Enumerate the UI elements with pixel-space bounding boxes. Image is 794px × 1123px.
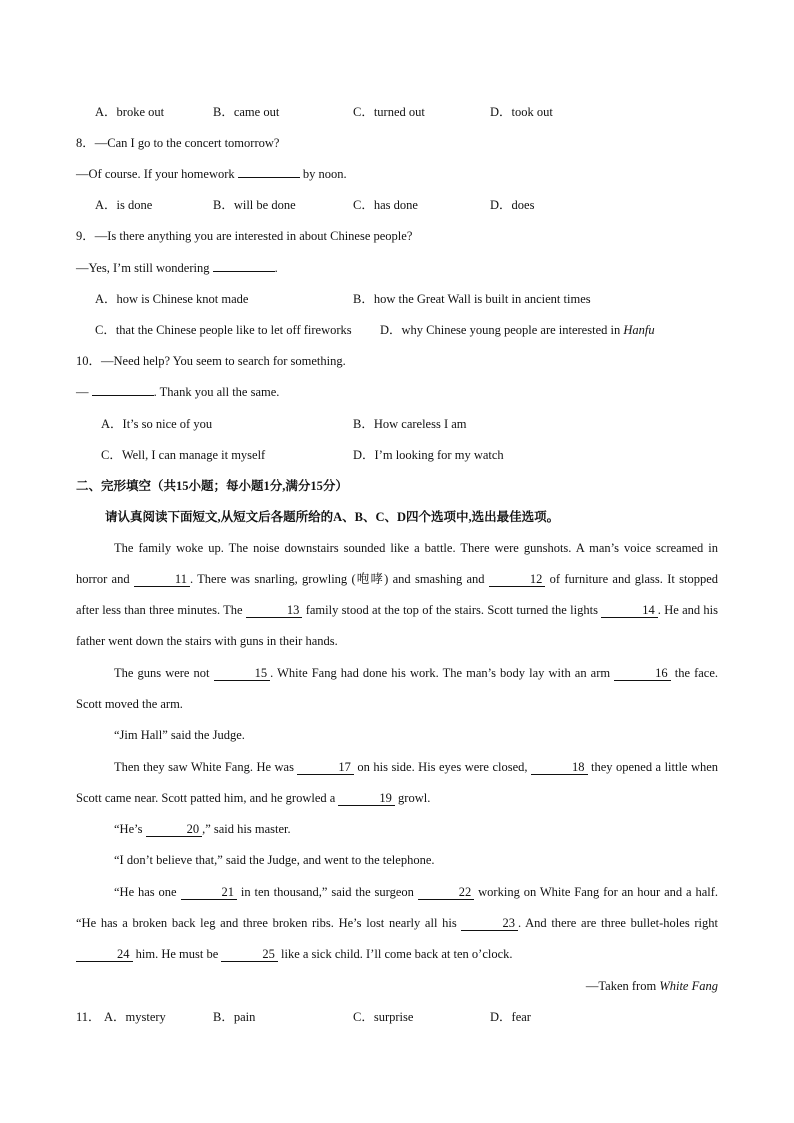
p7-text-4: . And there are three bullet-holes right <box>517 916 719 930</box>
q8-option-b[interactable]: B．will be done <box>213 198 296 212</box>
q8-stem <box>76 135 279 151</box>
passage-source <box>586 978 718 994</box>
passage-paragraph-1 <box>76 533 718 657</box>
q10-stem <box>76 353 346 369</box>
blank-22: 22 <box>418 885 475 900</box>
q8-option-d[interactable]: D．does <box>490 198 535 212</box>
blank-23: 23 <box>461 916 518 931</box>
q9-option-d-italic: Hanfu <box>623 323 655 337</box>
q10-blank <box>92 395 154 396</box>
q8-line2-pre: —Of course. If your homework <box>76 167 235 181</box>
q10-number: 10． <box>76 354 102 368</box>
q11-option-a[interactable]: A．mystery <box>104 1010 166 1024</box>
p1-text-5: . He and his father went down the stairs with guns in their hands. <box>76 603 719 648</box>
p1-text-3: of furniture and glass. It stopped after less than three minutes. The <box>76 572 719 617</box>
q7-option-c[interactable]: C．turned out <box>353 105 425 119</box>
blank-12: 12 <box>489 572 546 587</box>
blank-20: 20 <box>146 822 203 837</box>
p4-text-4: growl. <box>398 791 431 805</box>
blank-11: 11 <box>134 572 190 587</box>
q8-option-a[interactable]: A．is done <box>95 198 153 212</box>
q9-number: 9． <box>76 229 95 243</box>
passage-paragraph-2 <box>76 658 718 720</box>
blank-16: 16 <box>614 666 671 681</box>
q9-option-a[interactable]: A．how is Chinese knot made <box>95 292 249 306</box>
p2-text-3: the face. Scott moved the arm. <box>76 666 719 711</box>
blank-24: 24 <box>76 947 133 962</box>
p4-text-2: on his side. His eyes were closed, <box>357 760 528 774</box>
p7-text-3: working on White Fang for an hour and a half. “He has a broken back leg and three broken ribs. He’s lost nearly all his <box>76 885 719 930</box>
q11-number: 11． <box>76 1010 101 1024</box>
q9-line2-pre: —Yes, I’m still wondering <box>76 261 210 275</box>
q8-stem-text: —Can I go to the concert tomorrow? <box>94 136 280 150</box>
q9-line2-post: . <box>274 261 278 275</box>
p2-text-1: The guns were not <box>114 666 210 680</box>
q9-stem-text: —Is there anything you are interested in about Chinese people? <box>94 229 413 243</box>
blank-15: 15 <box>214 666 271 681</box>
p7-text-1: “He has one <box>114 885 177 899</box>
q10-line2-pre: — <box>76 385 89 399</box>
source-title: White Fang <box>659 979 718 993</box>
p5-text-2: ,” said his master. <box>202 822 291 836</box>
blank-21: 21 <box>181 885 238 900</box>
q9-blank <box>213 271 275 272</box>
source-prefix: —Taken from <box>585 979 657 993</box>
q8-option-c[interactable]: C．has done <box>353 198 418 212</box>
blank-13: 13 <box>246 603 303 618</box>
q9-stem <box>76 228 412 244</box>
blank-17: 17 <box>297 760 354 775</box>
q9-line2 <box>76 260 278 276</box>
q8-line2-post: by noon. <box>302 167 347 181</box>
p7-text-2: in ten thousand,” said the surgeon <box>240 885 414 899</box>
passage-paragraph-5 <box>76 814 718 845</box>
q9-option-d-text: D．why Chinese young people are interested in <box>380 323 621 337</box>
p1-text-4: family stood at the top of the stairs. Scott turned the lights <box>305 603 598 617</box>
passage-paragraph-6: “I don’t believe that,” said the Judge, and went to the telephone. <box>114 853 435 867</box>
q10-option-c[interactable]: C．Well, I can manage it myself <box>101 448 266 462</box>
q10-line2 <box>76 384 279 400</box>
q9-option-c[interactable]: C．that the Chinese people like to let off fireworks <box>95 323 352 337</box>
q11-option-d[interactable]: D．fear <box>490 1010 531 1024</box>
blank-18: 18 <box>531 760 588 775</box>
section2-instruction: 请认真阅读下面短文,从短文后各题所给的A、B、C、D四个选项中,选出最佳选项。 <box>105 510 560 524</box>
blank-14: 14 <box>601 603 658 618</box>
p7-text-6: like a sick child. I’ll come back at ten o’clock. <box>281 947 513 961</box>
q11-option-b[interactable]: B．pain <box>213 1010 256 1024</box>
p5-text-1: “He’s <box>114 822 143 836</box>
q8-line2 <box>76 166 347 182</box>
q10-stem-text: —Need help? You seem to search for something. <box>101 354 346 368</box>
passage-paragraph-3: “Jim Hall” said the Judge. <box>114 728 245 742</box>
q8-number: 8． <box>76 136 95 150</box>
p4-text-3: they opened a little when Scott came near. Scott patted him, and he growled a <box>76 760 719 805</box>
q11-option-c[interactable]: C．surprise <box>353 1010 414 1024</box>
q7-option-d[interactable]: D．took out <box>490 105 553 119</box>
q10-option-d[interactable]: D．I’m looking for my watch <box>353 448 504 462</box>
blank-19: 19 <box>338 791 395 806</box>
p7-text-5: him. He must be <box>135 947 219 961</box>
p1-text-1: The family woke up. The noise downstairs sounded like a battle. There were gunshots. A man’s voice screamed in horror and <box>76 541 718 586</box>
q9-option-d[interactable] <box>380 322 655 338</box>
blank-25: 25 <box>221 947 278 962</box>
p2-text-2: . White Fang had done his work. The man’s body lay with an arm <box>270 666 611 680</box>
q10-option-a[interactable]: A．It’s so nice of you <box>101 417 213 431</box>
q7-option-b[interactable]: B．came out <box>213 105 280 119</box>
section2-title: 二、完形填空（共15小题；每小题1分,满分15分） <box>76 479 348 493</box>
passage-paragraph-4 <box>76 752 718 814</box>
p1-text-2: . There was snarling, growling (咆哮) and smashing and <box>189 572 485 586</box>
q9-option-b[interactable]: B．how the Great Wall is built in ancient times <box>353 292 591 306</box>
p4-text-1: Then they saw White Fang. He was <box>114 760 294 774</box>
passage-paragraph-7 <box>76 877 718 970</box>
q10-option-b[interactable]: B．How careless I am <box>353 417 467 431</box>
q8-blank <box>238 177 300 178</box>
q7-option-a[interactable]: A．broke out <box>95 105 165 119</box>
q10-line2-post: . Thank you all the same. <box>153 385 280 399</box>
